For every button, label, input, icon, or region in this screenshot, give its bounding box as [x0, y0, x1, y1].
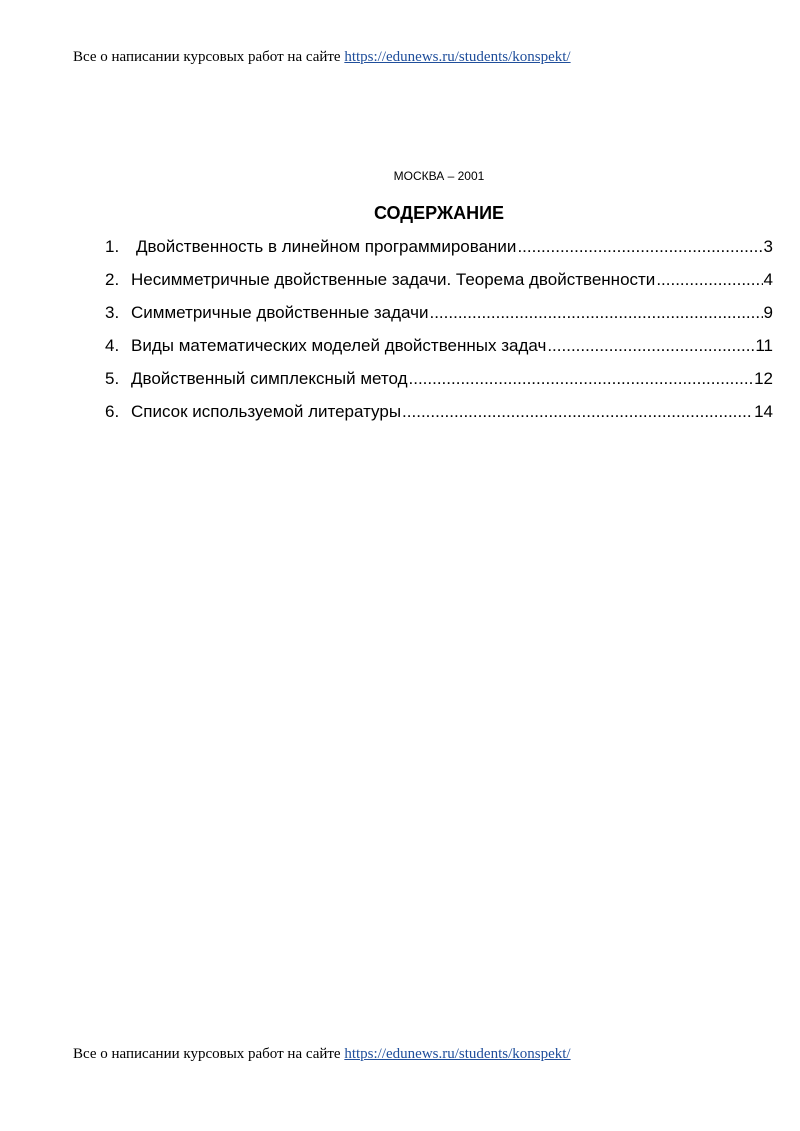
toc-dot-leader	[429, 301, 762, 325]
table-of-contents	[105, 235, 773, 433]
toc-item-page: 14	[754, 402, 773, 421]
toc-item-number: 5.	[105, 369, 120, 388]
toc-item-page: 4	[763, 270, 773, 289]
toc-item-text: Двойственность в линейном программировании	[136, 237, 517, 256]
footer-link[interactable]: https://edunews.ru/students/konspekt/	[344, 1046, 571, 1062]
header-link[interactable]: https://edunews.ru/students/konspekt/	[344, 49, 571, 65]
city-year: МОСКВА – 2001	[393, 169, 485, 183]
toc-item-1[interactable]	[105, 235, 773, 268]
toc-item-3[interactable]	[105, 301, 773, 334]
footer-text: Все о написании курсовых работ на сайте	[73, 1046, 345, 1062]
toc-item-number: 3.	[105, 303, 120, 322]
toc-item-number: 4.	[105, 336, 120, 355]
toc-item-2[interactable]	[105, 268, 773, 301]
toc-item-page: 12	[754, 369, 773, 388]
toc-dot-leader	[402, 400, 753, 424]
toc-dot-leader	[409, 367, 754, 391]
toc-item-6[interactable]	[105, 400, 773, 433]
page-footer	[73, 1046, 571, 1063]
page-header	[73, 49, 571, 66]
toc-item-page: 3	[763, 237, 773, 256]
toc-item-5[interactable]	[105, 367, 773, 400]
toc-item-text: Несимметричные двойственные задачи. Теорема двойственности	[131, 270, 656, 289]
toc-item-text: Симметричные двойственные задачи	[131, 303, 429, 322]
toc-title: СОДЕРЖАНИЕ	[373, 203, 505, 223]
toc-item-text: Двойственный симплексный метод	[131, 369, 408, 388]
toc-item-page: 11	[755, 336, 773, 355]
toc-item-text: Виды математических моделей двойственных задач	[131, 336, 547, 355]
toc-item-number: 6.	[105, 402, 120, 421]
toc-item-number: 1.	[105, 237, 120, 256]
toc-item-4[interactable]	[105, 334, 773, 367]
toc-dot-leader	[547, 334, 754, 358]
toc-dot-leader	[517, 235, 762, 259]
toc-item-page: 9	[763, 303, 773, 322]
toc-item-text: Список используемой литературы	[131, 402, 402, 421]
header-text: Все о написании курсовых работ на сайте	[73, 49, 345, 65]
toc-item-number: 2.	[105, 270, 120, 289]
toc-dot-leader	[656, 268, 762, 292]
